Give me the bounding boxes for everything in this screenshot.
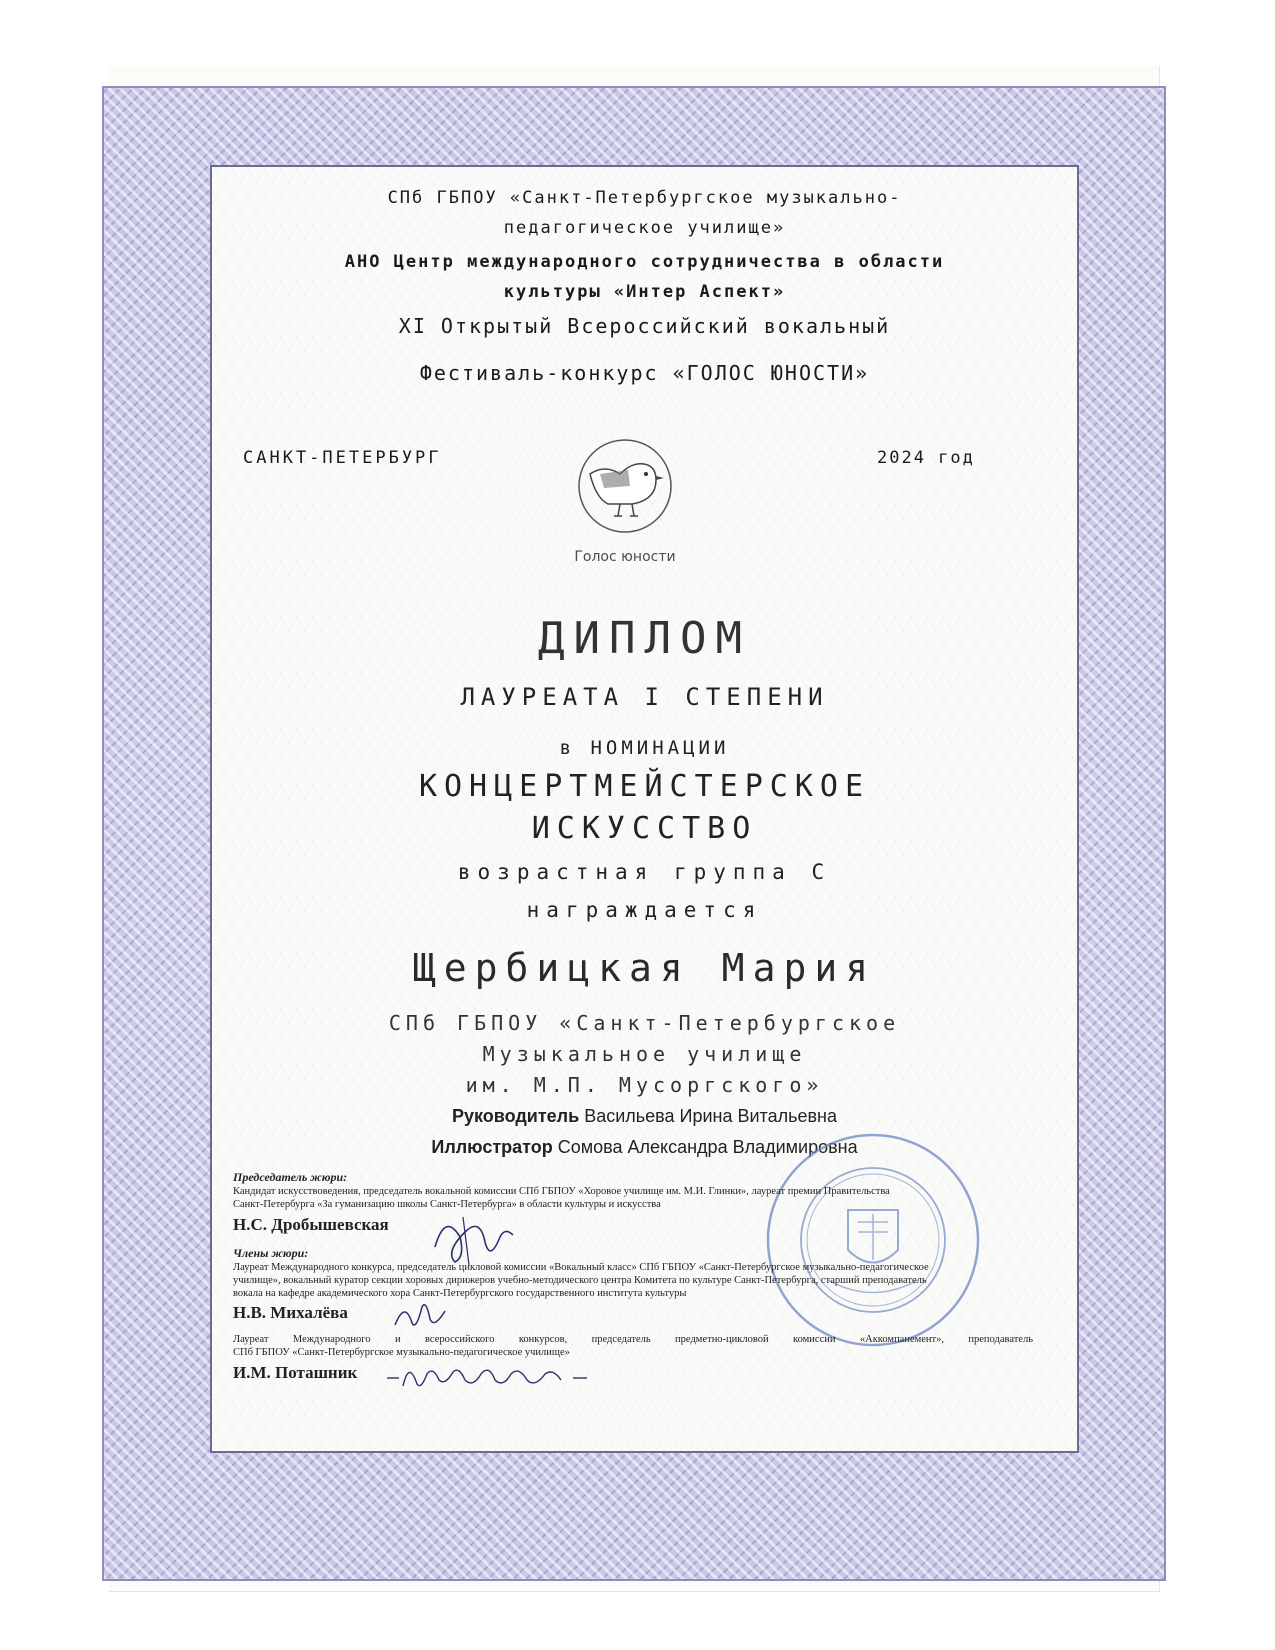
jury-chair-name: Н.С. Дробышевская (233, 1215, 389, 1234)
recipient-name: Щербицкая Мария (412, 946, 877, 990)
leader-name: Васильева Ирина Витальевна (584, 1106, 837, 1126)
jury-member1-desc-2: училище», вокальный куратор секции хоровых дирижеров учебно-методического центра Комитета по культуре Санкт-Петербурга, старший преподаватель (233, 1275, 927, 1286)
jury-chair-desc-1: Кандидат искусствоведения, председатель вокальной комиссии СПб ГБПОУ «Хоровое училище им. М.И. Глинки», лауреат премии Правительства (233, 1186, 890, 1197)
year: 2024 год (877, 448, 975, 468)
jury-members-block (233, 1246, 1033, 1323)
jury-chair-desc-2: Санкт-Петербурга «За гуманизацию школы Санкт-Петербурга» в области культуры и искусства (233, 1199, 661, 1210)
recipient-school: СПб ГБПОУ «Санкт-Петербургское Музыкальное училище им. М.П. Мусоргского» (388, 1011, 901, 1097)
illustrator-name: Сомова Александра Владимировна (557, 1137, 858, 1157)
jury-member2-name: И.М. Поташник (233, 1363, 358, 1382)
jury-member2-block (233, 1333, 1033, 1383)
jury-members-label: Члены жюри: (233, 1246, 309, 1260)
nomination-category: КОНЦЕРТМЕЙСТЕРСКОЕ ИСКУССТВО (418, 769, 871, 846)
jury-member2-desc-1: Лауреат Международного и всероссийского конкурсов, председатель предметно-цикловой комиссии «Аккомпанемент», преподаватель (233, 1334, 1033, 1345)
bird-logo-icon (570, 434, 680, 568)
jury-member1-desc-3: вокала на кафедре академического хора Санкт-Петербургского государственного института культуры (233, 1288, 687, 1299)
festival-title-2: Фестиваль-конкурс «ГОЛОС ЮНОСТИ» (419, 361, 870, 385)
jury-member1-desc-1: Лауреат Международного конкурса, председатель цикловой комиссии «Вокальный класс» СПб ГБПОУ «Санкт-Петербургское музыкально-педагогическое (233, 1262, 929, 1273)
leader-label: Руководитель (451, 1106, 580, 1126)
member2-signature-icon (385, 1356, 595, 1394)
jury-member2-desc-2: СПб ГБПОУ «Санкт-Петербургское музыкально-педагогическое училище» (233, 1347, 570, 1358)
nomination-label: в НОМИНАЦИИ (559, 737, 730, 759)
organizer-2: АНО Центр международного сотрудничества в области культуры «Интер Аспект» (344, 252, 945, 302)
logo-caption: Голос юности (574, 549, 676, 565)
organizer-1: СПб ГБПОУ «Санкт-Петербургское музыкально- педагогическое училище» (387, 188, 902, 238)
jury-chair-block (233, 1170, 1033, 1235)
festival-title-1: XI Открытый Всероссийский вокальный (398, 314, 891, 338)
age-group: возрастная группа С (457, 860, 832, 884)
jury-member1-name: Н.В. Михалёва (233, 1303, 348, 1322)
leader-line (210, 1106, 1079, 1127)
laureate-degree: ЛАУРЕАТА I СТЕПЕНИ (460, 683, 829, 711)
member1-signature-icon (390, 1295, 450, 1335)
jury-chair-label: Председатель жюри: (233, 1170, 348, 1184)
awarded-label: награждается (526, 898, 763, 922)
illustrator-label: Иллюстратор (431, 1137, 553, 1157)
city: САНКТ-ПЕТЕРБУРГ (243, 448, 442, 468)
diploma-title: ДИПЛОМ (538, 613, 751, 664)
